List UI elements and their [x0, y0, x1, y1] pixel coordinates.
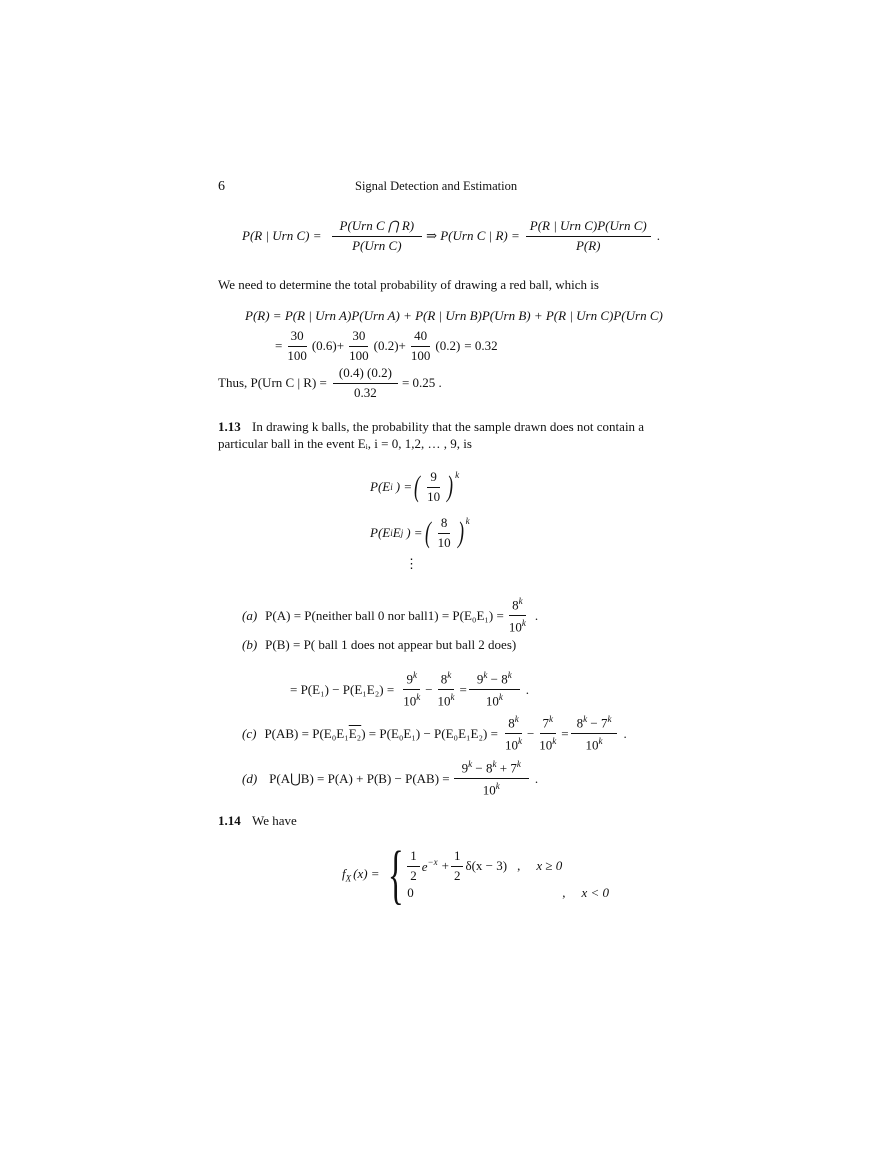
pe1-num: 9 — [427, 470, 440, 488]
pe2-den: 10 — [437, 534, 451, 550]
eq3-result: = 0.25 . — [401, 375, 442, 391]
pdf-brace: { — [387, 838, 404, 911]
pdf-lhs: $f_X$ (x) = — [342, 866, 380, 884]
eq2-v3: (0.2) — [435, 338, 461, 354]
pe2-rhs: ) = — [406, 525, 423, 541]
pe2-num: 8 — [438, 516, 451, 534]
problem-1-13-number: 1.13 — [218, 419, 241, 434]
pdf-cond2: x < 0 — [581, 885, 610, 901]
eq2-line2 — [275, 329, 498, 364]
part-b2-frac2: $\frac{8^k}{10^k}$ — [437, 670, 455, 709]
eq3-num: (0.4) (0.2) — [333, 366, 398, 384]
eq3-den: 0.32 — [354, 384, 377, 400]
eq1-den2: P(R) — [575, 237, 601, 253]
part-a-end: . — [534, 607, 539, 623]
eq3-thus — [218, 366, 442, 401]
equation-bayes-urn-c — [242, 219, 660, 254]
part-a-den: 10$^k$ — [508, 618, 526, 635]
part-b-equation — [290, 670, 529, 710]
eq2-plus2: + — [398, 338, 406, 354]
part-b2-frac3: $\frac{9^k - 8^k}{10^k}$ — [469, 670, 520, 710]
pe1-exp: k — [455, 470, 460, 480]
eq2-d2: 100 — [349, 347, 369, 363]
problem-1-13-line2: particular ball in the event Eᵢ, i = 0, 1,2, … , 9, is — [218, 436, 472, 451]
part-a-text: P(A) = P(neither ball 0 nor ball1) = P(E₀E₁) = — [265, 607, 504, 623]
pe1-den: 10 — [427, 488, 441, 504]
eq2-d3: 100 — [410, 347, 431, 363]
pdf-equation — [342, 838, 610, 911]
part-b-text: P(B) = P( ball 1 does not appear but ball 2 does) — [265, 637, 517, 652]
part-c-eq: = — [561, 725, 569, 741]
part-d — [242, 759, 538, 799]
part-b — [242, 637, 516, 653]
pe2-sub1: i — [390, 528, 393, 539]
part-c-text1: P(AB) = P(E₀E₁ — [264, 725, 349, 741]
part-c-frac3: $\frac{8^k - 7^k}{10^k}$ — [571, 714, 618, 754]
eq2-v2: (0.2) — [373, 338, 399, 354]
part-c-end: . — [623, 725, 627, 741]
part-b2-frac1: $\frac{9^k}{10^k}$ — [403, 670, 421, 709]
pdf-case-1: $\frac{1}{2}$ $e^{-x}$ + $\frac{1}{2}$ δ(x − 3) , x ≥ 0 — [405, 849, 609, 884]
part-a-num: 8$^k$ — [509, 596, 526, 616]
pdf-cases — [405, 849, 609, 902]
pdf-cond1: x ≥ 0 — [536, 858, 563, 873]
eq2-plus1: + — [336, 338, 345, 354]
part-c-minus: − — [526, 725, 535, 741]
eq2-result: = 0.32 — [464, 338, 498, 354]
problem-1-13-text1: In drawing k balls, the probability that the sample drawn does not contain a — [252, 419, 645, 434]
page-number: 6 — [218, 179, 225, 194]
part-a-label: (a) — [242, 607, 258, 623]
eq1-den1: P(Urn C) — [352, 237, 402, 253]
pe2-exp: k — [465, 516, 470, 526]
pdf-exp-e: $e^{-x}$ — [421, 857, 438, 874]
eq1-fraction-1 — [332, 219, 423, 254]
problem-1-13-line1 — [218, 419, 644, 435]
pdf-comma2: , — [562, 885, 566, 901]
pdf-case-2 — [405, 885, 609, 901]
eq1-num2: P(R | Urn C)P(Urn C) — [526, 219, 651, 237]
pe1-frac — [424, 470, 443, 505]
part-d-text: P(A⋃B) = P(A) + P(B) − P(AB) = — [269, 770, 450, 786]
part-b2-lhs: = P(E₁) − P(E₁E₂) = — [290, 681, 395, 697]
eq2-line1: P(R) = P(R | Urn A)P(Urn A) + P(R | Urn B)P(Urn B) + P(R | Urn C)P(Urn C) — [245, 308, 663, 323]
pe2-rparen: ) — [457, 516, 464, 550]
eq-pe-ij — [370, 516, 470, 551]
part-c-frac2: $\frac{7^k}{10^k}$ — [539, 714, 557, 753]
eq2-frac3 — [408, 329, 434, 364]
problem-1-14-text: We have — [252, 813, 297, 828]
eq2-frac1 — [284, 329, 310, 364]
pe1-rparen: ) — [447, 470, 454, 504]
part-b2-minus: − — [425, 681, 433, 697]
eq1-period: . — [656, 228, 660, 244]
pdf-delta: δ(x − 3) — [465, 858, 508, 873]
eq1-num1: P(Urn C ⋂ R) — [332, 219, 423, 237]
eq2-equals: = — [275, 338, 283, 354]
pe2-lhs: P(E — [370, 525, 391, 541]
eq2-v1: (0.6) — [311, 338, 337, 354]
part-b2-end: . — [525, 681, 529, 697]
problem-1-14 — [218, 813, 297, 829]
pe1-lparen: ( — [414, 470, 421, 504]
pe2-mid: E — [392, 525, 401, 541]
eq2-n1: 30 — [288, 329, 307, 347]
part-c-text2: ) = P(E₀E₁) − P(E₀E₁E₂) = — [361, 725, 498, 741]
part-b2-eq: = — [459, 681, 467, 697]
running-title: Signal Detection and Estimation — [355, 179, 518, 193]
pe1-lhs: P(E — [370, 479, 391, 495]
part-d-frac: $\frac{9^k - 8^k + 7^k}{10^k}$ — [454, 759, 529, 799]
pe2-frac — [435, 516, 454, 551]
pdf-comma1: , — [517, 858, 521, 873]
eq2-n3: 40 — [411, 329, 430, 347]
paragraph-total-probability: We need to determine the total probability of drawing a red ball, which is — [218, 277, 599, 292]
vdots: ⋮ — [405, 556, 418, 571]
pe2-lparen: ( — [424, 516, 431, 550]
pdf-zero: 0 — [407, 885, 414, 901]
problem-1-14-number: 1.14 — [218, 813, 241, 828]
part-c — [242, 714, 627, 754]
eq1-implies: ⇒ P(Urn C | R) = — [426, 228, 520, 244]
part-a — [242, 596, 538, 636]
part-c-bar: E₂ — [348, 725, 362, 741]
part-a-frac — [506, 596, 529, 636]
eq1-lhs: P(R | Urn C) = — [242, 228, 322, 244]
part-b-label: (b) — [242, 637, 258, 652]
part-d-label: (d) — [242, 770, 258, 786]
eq1-fraction-2 — [526, 219, 651, 254]
pe2-sub2: j — [400, 528, 404, 539]
pe1-sub: i — [390, 482, 393, 493]
pdf-plus: + — [441, 858, 449, 873]
eq3-frac — [333, 366, 398, 401]
part-c-label: (c) — [242, 725, 257, 741]
pe1-rhs: ) = — [395, 479, 413, 495]
eq-pe-i — [370, 470, 459, 505]
eq2-d1: 100 — [287, 347, 307, 363]
eq2-frac2 — [346, 329, 372, 364]
eq3-lhs: Thus, P(Urn C | R) = — [218, 375, 327, 391]
part-d-end: . — [534, 770, 539, 786]
part-c-frac1: $\frac{8^k}{10^k}$ — [504, 714, 522, 753]
eq2-n2: 30 — [349, 329, 368, 347]
